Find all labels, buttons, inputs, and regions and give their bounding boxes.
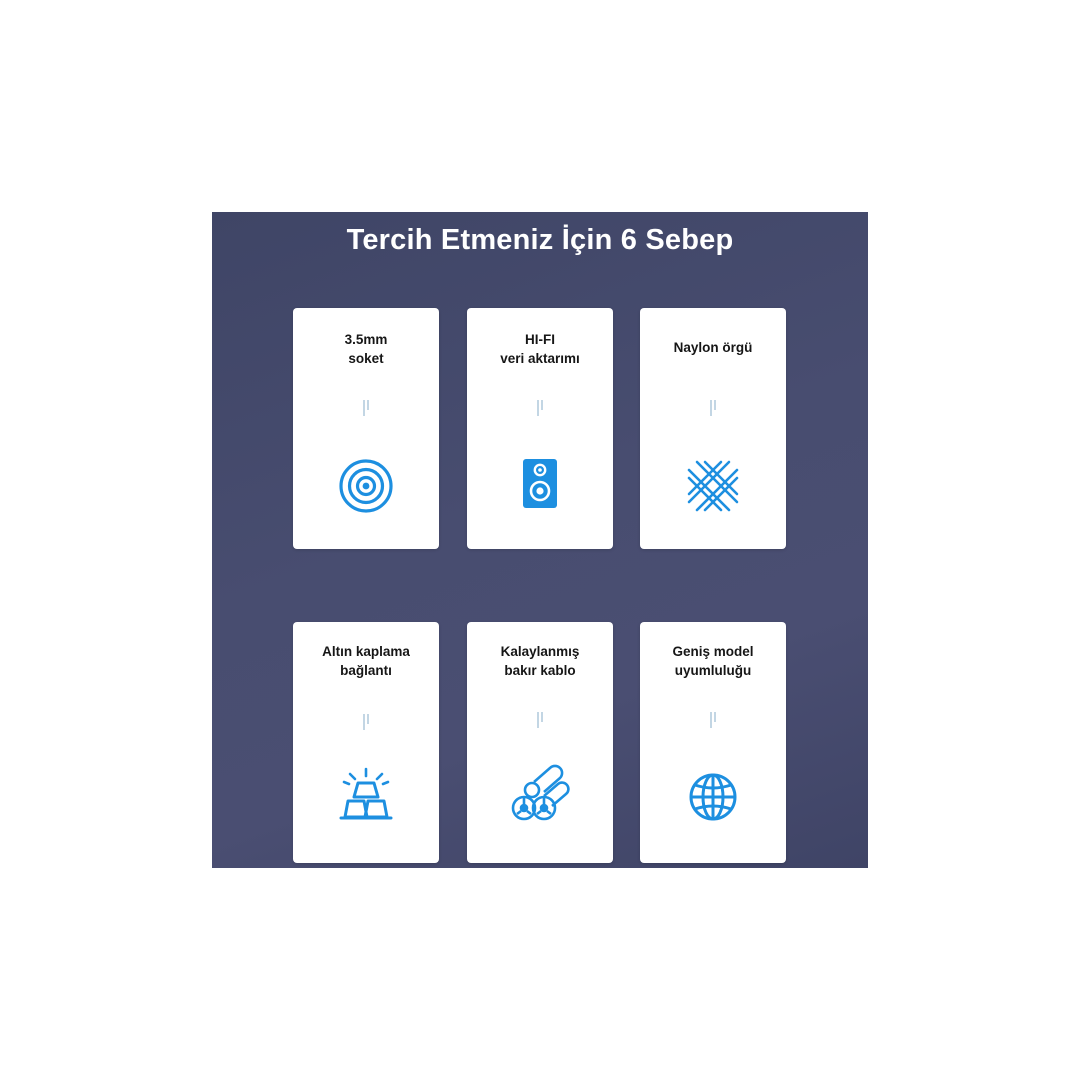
feature-card-hifi [467, 308, 613, 549]
feature-label: HI-FI veri aktarımı [500, 332, 580, 366]
feature-label: Geniş model uyumluluğu [672, 644, 754, 678]
speaker-icon [510, 456, 570, 516]
feature-label: Kalaylanmış bakır kablo [500, 644, 580, 678]
divider-mark [709, 400, 717, 416]
feature-label: 3.5mm soket [344, 332, 388, 366]
feature-card-compatibility [640, 622, 786, 863]
feature-label: Naylon örgü [673, 340, 753, 355]
nylon-mesh-icon [683, 456, 743, 516]
feature-card-gold [293, 622, 439, 863]
divider-mark [362, 400, 370, 416]
features-panel [212, 212, 868, 868]
feature-card-nylon [640, 308, 786, 549]
divider-mark [536, 712, 544, 728]
feature-label: Altın kaplama bağlantı [322, 644, 410, 678]
divider-mark [536, 400, 544, 416]
target-socket-icon [336, 456, 396, 516]
gold-bars-icon [336, 767, 396, 827]
panel-title: Tercih Etmeniz İçin 6 Sebep [346, 224, 734, 256]
feature-card-socket [293, 308, 439, 549]
globe-icon [683, 767, 743, 827]
copper-cable-icon [510, 764, 570, 824]
feature-card-copper [467, 622, 613, 863]
divider-mark [709, 712, 717, 728]
divider-mark [362, 714, 370, 730]
